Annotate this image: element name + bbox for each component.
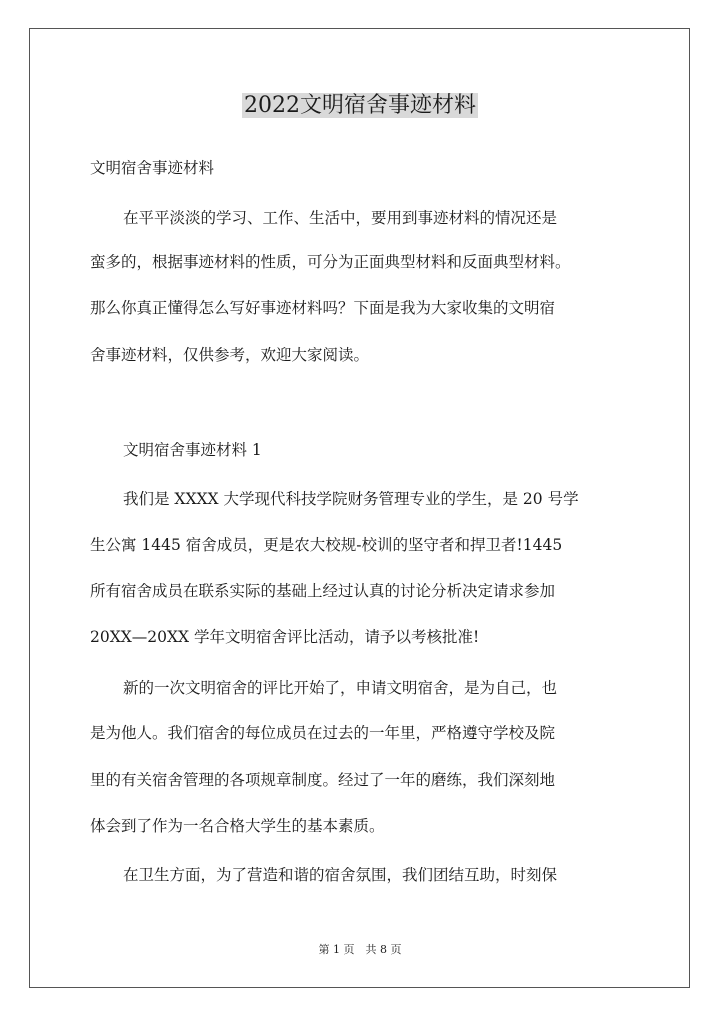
paragraph-line: 里的有关宿舍管理的各项规章制度。经过了一年的磨练，我们深刻地 xyxy=(90,771,556,789)
paragraph-line: 所有宿舍成员在联系实际的基础上经过认真的讨论分析决定请求参加 xyxy=(90,582,556,600)
intro-line: 蛮多的，根据事迹材料的性质，可分为正面典型材料和反面典型材料。 xyxy=(90,253,571,271)
paragraph-line: 生公寓 1445 宿舍成员，更是农大校规-校训的坚守者和捍卫者!1445 xyxy=(90,536,563,554)
document-subtitle: 文明宿舍事迹材料 xyxy=(90,159,215,177)
intro-line: 在平平淡淡的学习、工作、生活中，要用到事迹材料的情况还是 xyxy=(123,209,558,227)
paragraph-line: 我们是 XXXX 大学现代科技学院财务管理专业的学生，是 20 号学 xyxy=(123,490,579,508)
paragraph-line: 是为他人。我们宿舍的每位成员在过去的一年里，严格遵守学校及院 xyxy=(90,724,556,742)
paragraph-line: 体会到了作为一名合格大学生的基本素质。 xyxy=(90,817,385,835)
paragraph-line: 新的一次文明宿舍的评比开始了，申请文明宿舍，是为自己，也 xyxy=(123,679,558,697)
intro-line: 舍事迹材料，仅供参考，欢迎大家阅读。 xyxy=(90,346,370,364)
document-title xyxy=(0,86,720,126)
paragraph-line: 在卫生方面，为了营造和谐的宿舍氛围，我们团结互助，时刻保 xyxy=(123,866,558,884)
intro-line: 那么你真正懂得怎么写好事迹材料吗？下面是我为大家收集的文明宿 xyxy=(90,299,556,317)
document-title-text: 2022文明宿舍事迹材料 xyxy=(244,93,476,118)
paragraph-line: 20XX—20XX 学年文明宿舍评比活动，请予以考核批准! xyxy=(90,628,480,646)
section-title: 文明宿舍事迹材料 1 xyxy=(123,441,262,459)
page-footer: 第 1 页 共 8 页 xyxy=(318,943,402,956)
